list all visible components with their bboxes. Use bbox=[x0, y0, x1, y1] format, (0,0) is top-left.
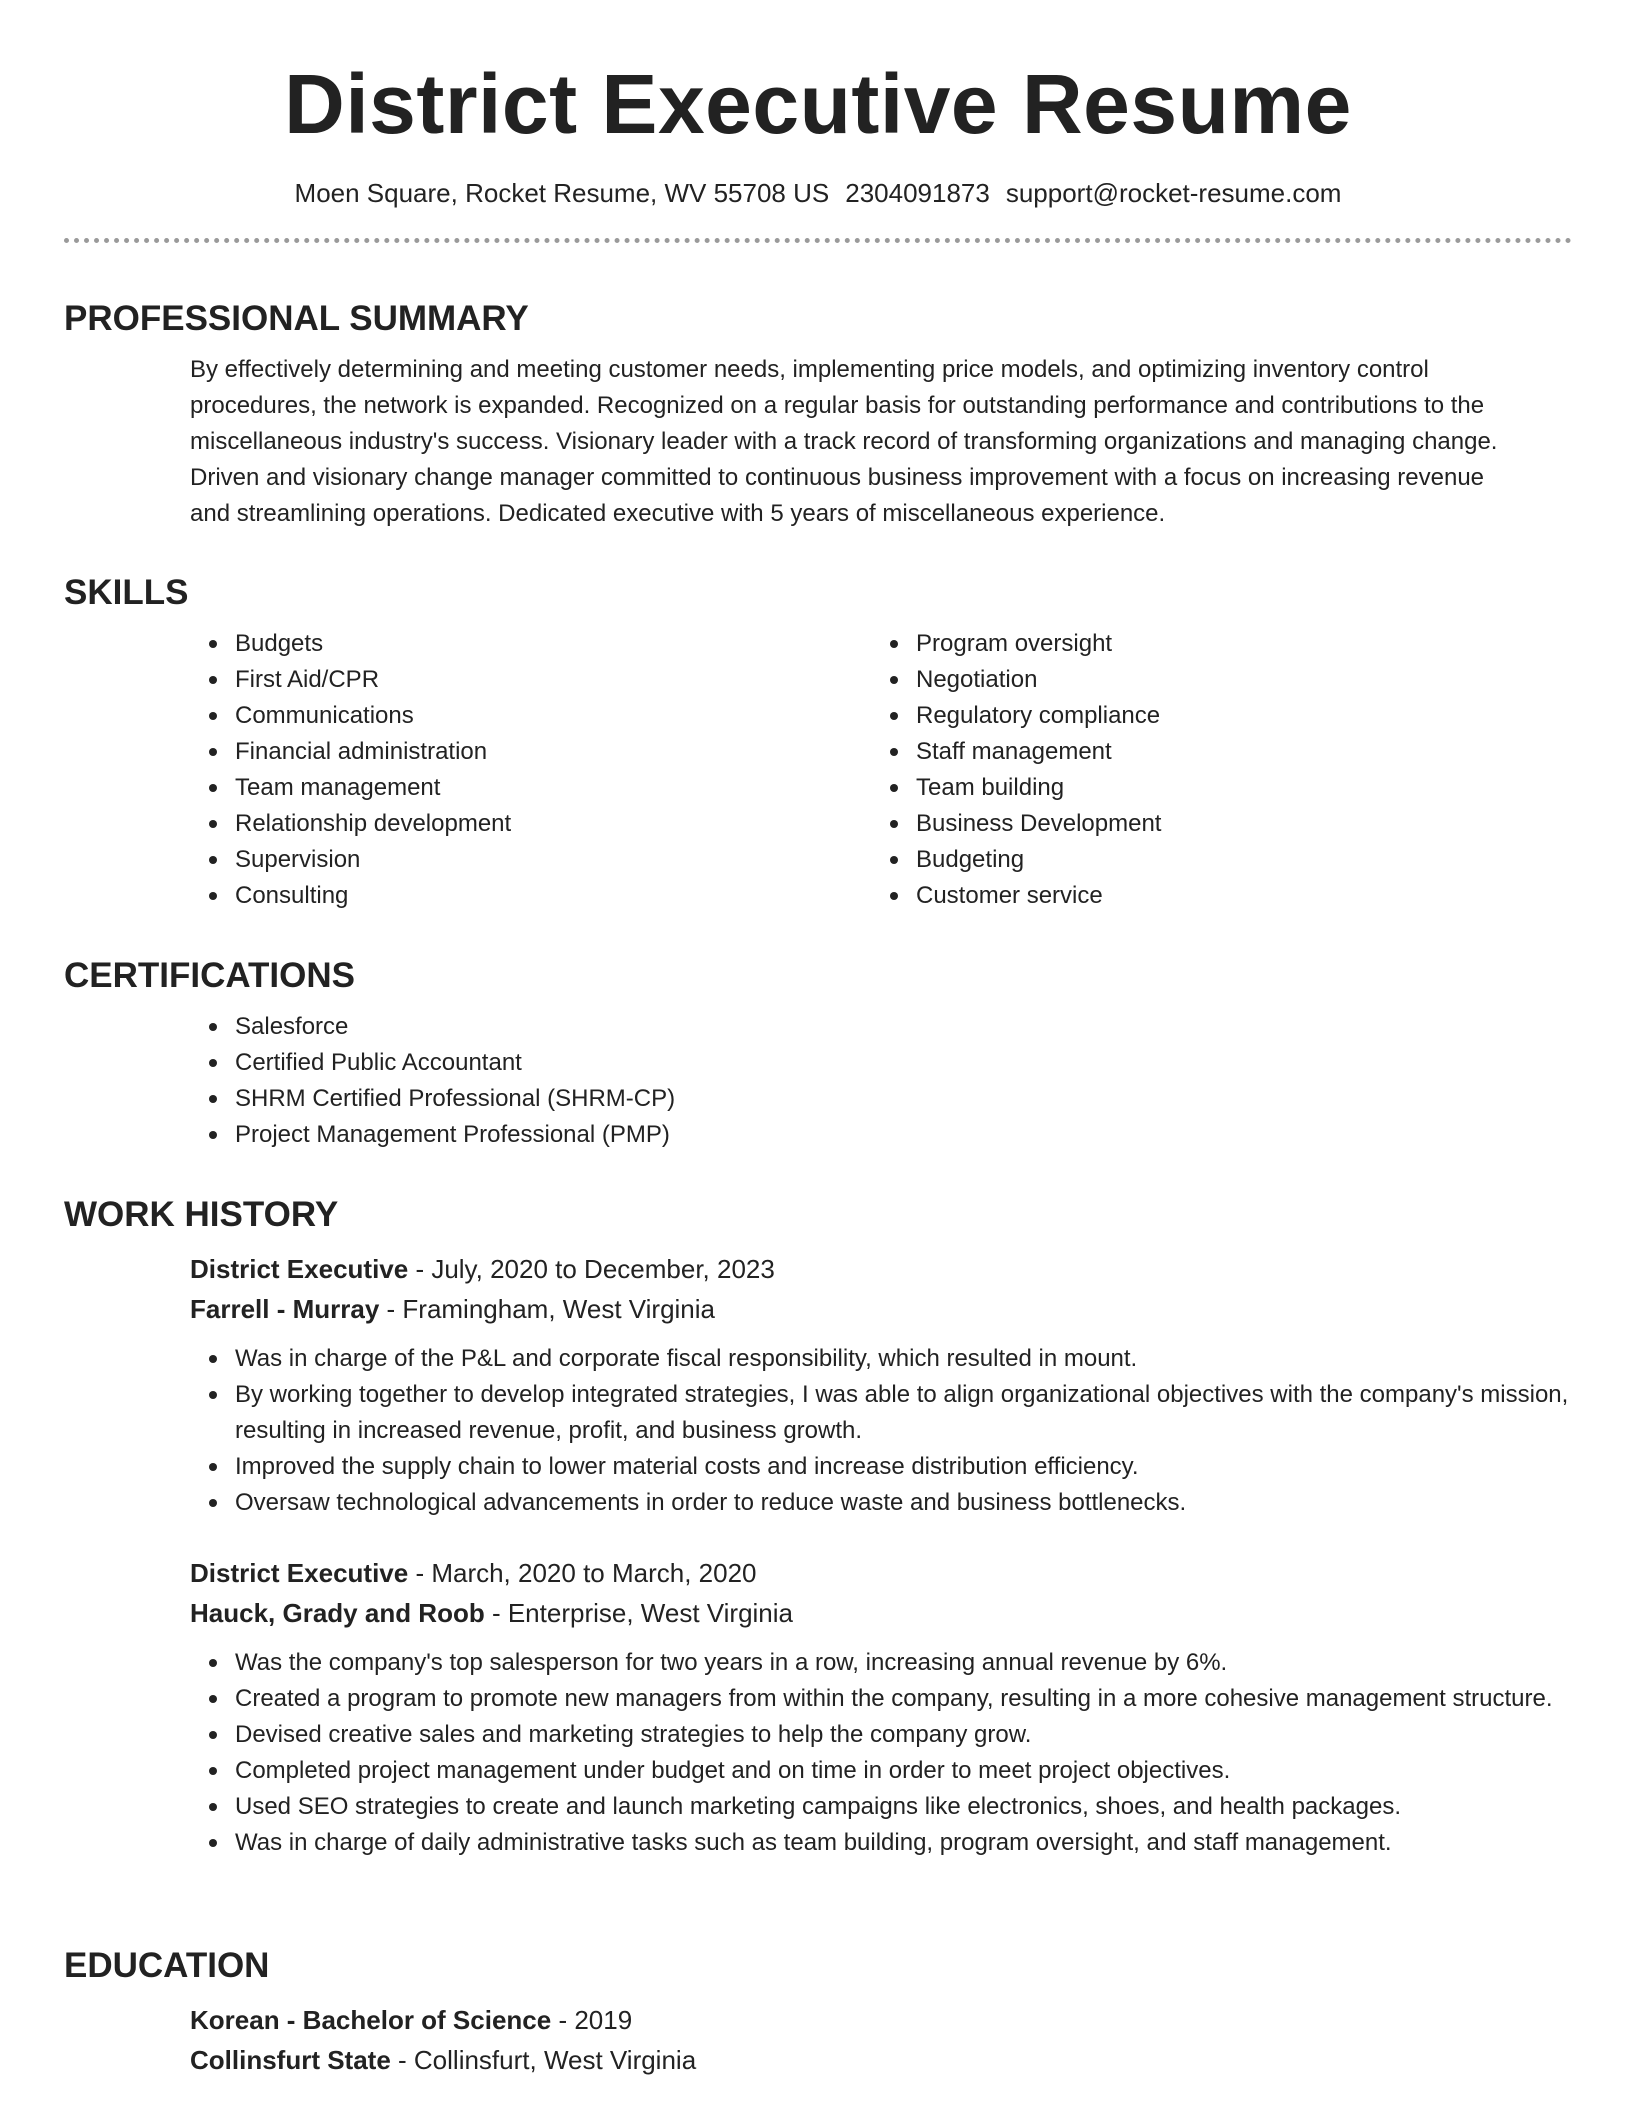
summary-line: and streamlining operations. Dedicated executive with 5 years of miscellaneous experience. bbox=[190, 500, 1166, 527]
job-company: Hauck, Grady and Roob bbox=[190, 1598, 485, 1628]
education-entry bbox=[64, 2000, 1572, 2080]
summary-line: Driven and visionary change manager committed to continuous business improvement with a focus on increasing revenue bbox=[190, 464, 1485, 491]
contact-email: support@rocket-resume.com bbox=[1005, 178, 1342, 208]
work-history-section bbox=[64, 1193, 1572, 1861]
skills-columns bbox=[64, 626, 1572, 914]
summary-heading: PROFESSIONAL SUMMARY bbox=[64, 299, 529, 338]
certifications-section bbox=[64, 954, 1572, 1153]
job-dates: - July, 2020 to December, 2023 bbox=[408, 1254, 775, 1284]
education-location: - Collinsfurt, West Virginia bbox=[390, 2045, 697, 2075]
skill-item: Supervision bbox=[235, 842, 745, 878]
job-role: District Executive bbox=[190, 1558, 409, 1588]
skill-item: Program oversight bbox=[916, 626, 1516, 662]
education-school: Collinsfurt State bbox=[190, 2045, 391, 2075]
education-degree: Korean - Bachelor of Science bbox=[190, 2005, 552, 2035]
certification-item: Certified Public Accountant bbox=[235, 1045, 1572, 1081]
job-duty: By working together to develop integrated strategies, I was able to align organizational objectives with the company's mission, resulting in increased revenue, profit, and business growth. bbox=[235, 1377, 1605, 1449]
education-section bbox=[64, 1944, 1572, 2080]
job-duty: Used SEO strategies to create and launch marketing campaigns like electronics, shoes, and health packages. bbox=[235, 1789, 1555, 1825]
header-divider bbox=[64, 238, 1572, 243]
skill-item: Financial administration bbox=[235, 734, 745, 770]
summary-section bbox=[64, 297, 1572, 532]
job-duty: Was in charge of the P&L and corporate fiscal responsibility, which resulted in mount. bbox=[235, 1341, 1605, 1377]
skills-heading: SKILLS bbox=[64, 573, 189, 612]
resume-page bbox=[64, 0, 1572, 2075]
job-title-line bbox=[190, 1249, 1572, 1289]
education-year: - 2019 bbox=[551, 2005, 633, 2035]
job-role: District Executive bbox=[190, 1254, 409, 1284]
skill-item: Budgeting bbox=[916, 842, 1516, 878]
skill-item: Customer service bbox=[916, 878, 1516, 914]
work-history-heading: WORK HISTORY bbox=[64, 1195, 339, 1234]
skill-item: Business Development bbox=[916, 806, 1516, 842]
resume-title: District Executive Resume bbox=[284, 57, 1352, 151]
summary-line: procedures, the network is expanded. Recognized on a regular basis for outstanding performance and contributions to the bbox=[190, 392, 1485, 419]
certifications-heading: CERTIFICATIONS bbox=[64, 956, 356, 995]
skill-item: Team building bbox=[916, 770, 1516, 806]
job-location: - Framingham, West Virginia bbox=[379, 1294, 715, 1324]
skills-section bbox=[64, 571, 1572, 914]
job-company-line bbox=[190, 1593, 1572, 1633]
education-heading: EDUCATION bbox=[64, 1946, 270, 1985]
job-duty: Improved the supply chain to lower material costs and increase distribution efficiency. bbox=[235, 1449, 1605, 1485]
skill-item: Regulatory compliance bbox=[916, 698, 1516, 734]
job-location: - Enterprise, West Virginia bbox=[484, 1598, 794, 1628]
job-dates: - March, 2020 to March, 2020 bbox=[408, 1558, 757, 1588]
job-duty: Created a program to promote new managers from within the company, resulting in a more cohesive management structure. bbox=[235, 1681, 1555, 1717]
skill-item: Budgets bbox=[235, 626, 745, 662]
skills-list-left bbox=[64, 626, 745, 914]
skill-item: Communications bbox=[235, 698, 745, 734]
skill-item: Team management bbox=[235, 770, 745, 806]
job-company: Farrell - Murray bbox=[190, 1294, 380, 1324]
job-duties-list bbox=[64, 1645, 1555, 1861]
job-duty: Completed project management under budget and on time in order to meet project objectives. bbox=[235, 1753, 1555, 1789]
job-title-line bbox=[190, 1553, 1572, 1593]
job-duties-list bbox=[64, 1341, 1605, 1521]
education-school-line bbox=[190, 2040, 1572, 2080]
job-entry bbox=[64, 1249, 1572, 1521]
skill-item: First Aid/CPR bbox=[235, 662, 745, 698]
skill-item: Consulting bbox=[235, 878, 745, 914]
certification-item: Salesforce bbox=[235, 1009, 1572, 1045]
skill-item: Relationship development bbox=[235, 806, 745, 842]
certification-item: Project Management Professional (PMP) bbox=[235, 1117, 1572, 1153]
job-entry bbox=[64, 1553, 1572, 1861]
certification-item: SHRM Certified Professional (SHRM-CP) bbox=[235, 1081, 1572, 1117]
education-degree-line bbox=[190, 2000, 1572, 2040]
job-duty: Was the company's top salesperson for two years in a row, increasing annual revenue by 6%. bbox=[235, 1645, 1555, 1681]
job-duty: Devised creative sales and marketing strategies to help the company grow. bbox=[235, 1717, 1555, 1753]
contact-phone: 2304091873 bbox=[845, 178, 990, 208]
summary-text bbox=[190, 352, 1572, 532]
contact-address: Moen Square, Rocket Resume, WV 55708 US bbox=[294, 178, 830, 208]
skills-list-right bbox=[745, 626, 1516, 914]
job-duty: Oversaw technological advancements in order to reduce waste and business bottlenecks. bbox=[235, 1485, 1605, 1521]
skill-item: Negotiation bbox=[916, 662, 1516, 698]
job-company-line bbox=[190, 1289, 1572, 1329]
job-duty: Was in charge of daily administrative tasks such as team building, program oversight, and staff management. bbox=[235, 1825, 1555, 1861]
skill-item: Staff management bbox=[916, 734, 1516, 770]
summary-line: By effectively determining and meeting customer needs, implementing price models, and optimizing inventory control bbox=[190, 356, 1429, 383]
summary-line: miscellaneous industry's success. Visionary leader with a track record of transforming organizations and managing change. bbox=[190, 428, 1498, 455]
contact-line bbox=[64, 176, 1572, 210]
certifications-list bbox=[64, 1009, 1572, 1153]
